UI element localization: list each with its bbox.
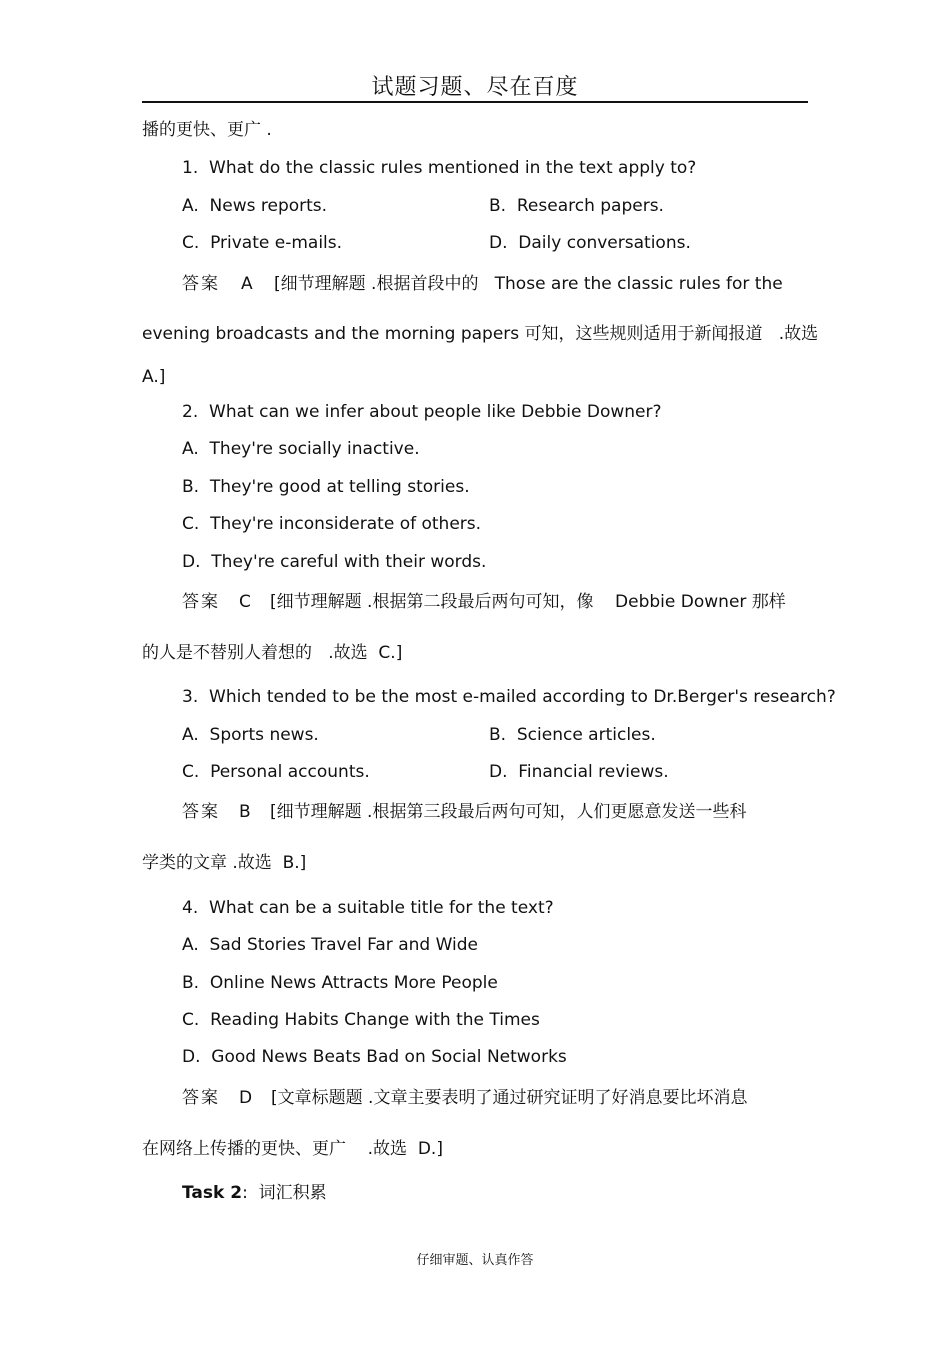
question-4-answer-key: D (239, 1088, 253, 1108)
question-4-answer-line-2: 在网络上传播的更快、更广 .故选 D.] (142, 1139, 443, 1159)
question-3-answer-label: 答案 (182, 802, 220, 822)
question-1-option-a: A. News reports. (182, 196, 328, 216)
question-2-answer-line-2: 的人是不替别人着想的 .故选 C.] (142, 643, 403, 663)
question-3-option-d: D. Financial reviews. (489, 762, 669, 782)
question-3-option-b: B. Science articles. (489, 725, 656, 745)
task-text: : 词汇积累 (242, 1183, 327, 1203)
task-label: Task 2 (182, 1183, 243, 1203)
question-2-option-c: C. They're inconsiderate of others. (182, 514, 482, 534)
question-1-answer-line-2: evening broadcasts and the morning papers 可知，这些规则适用于新闻报道 .故选 (142, 324, 819, 344)
header-divider (142, 101, 808, 103)
question-2-option-a: A. They're socially inactive. (182, 439, 420, 459)
question-3-answer-line-1: [细节理解题 .根据第三段最后两句可知，人们更愿意发送一些科 (270, 802, 747, 822)
question-2-answer-line-1: [细节理解题 .根据第二段最后两句可知，像 Debbie Downer 那样 (270, 592, 786, 612)
question-4-option-c: C. Reading Habits Change with the Times (182, 1010, 540, 1030)
question-1-answer-line-1: [细节理解题 .根据首段中的 Those are the classic rules for the (274, 274, 783, 294)
question-1-option-d: D. Daily conversations. (489, 233, 691, 253)
page-header-title: 试题习题、尽在百度 (371, 75, 579, 100)
question-3-stem: 3. Which tended to be the most e-mailed according to Dr.Berger's research? (182, 687, 836, 707)
question-1-option-b: B. Research papers. (489, 196, 664, 216)
question-2-option-d: D. They're careful with their words. (182, 552, 487, 572)
question-4-answer-label: 答案 (182, 1088, 220, 1108)
question-4-option-a: A. Sad Stories Travel Far and Wide (182, 935, 478, 955)
question-3-option-a: A. Sports news. (182, 725, 319, 745)
question-4-option-d: D. Good News Beats Bad on Social Networks (182, 1047, 567, 1067)
question-2-answer-label: 答案 (182, 592, 220, 612)
question-2-answer-key: C (239, 592, 251, 612)
question-1-option-c: C. Private e-mails. (182, 233, 343, 253)
question-3-answer-line-2: 学类的文章 .故选 B.] (142, 853, 307, 873)
question-1-answer-label: 答案 (182, 274, 220, 294)
question-3-answer-key: B (239, 802, 251, 822)
question-4-answer-line-1: [文章标题题 .文章主要表明了通过研究证明了好消息要比坏消息 (271, 1088, 748, 1108)
question-3-option-c: C. Personal accounts. (182, 762, 370, 782)
task-heading (182, 1183, 327, 1203)
intro-continuation: 播的更快、更广 . (142, 120, 272, 140)
question-2-option-b: B. They're good at telling stories. (182, 477, 470, 497)
question-2-stem: 2. What can we infer about people like Debbie Downer? (182, 402, 662, 422)
page-footer: 仔细审题、认真作答 (416, 1253, 534, 1268)
question-1-answer-line-3: A.] (142, 367, 166, 387)
question-1-answer-key: A (241, 274, 253, 294)
question-4-stem: 4. What can be a suitable title for the text? (182, 898, 554, 918)
question-4-option-b: B. Online News Attracts More People (182, 973, 498, 993)
question-1-stem: 1. What do the classic rules mentioned in the text apply to? (182, 158, 697, 178)
